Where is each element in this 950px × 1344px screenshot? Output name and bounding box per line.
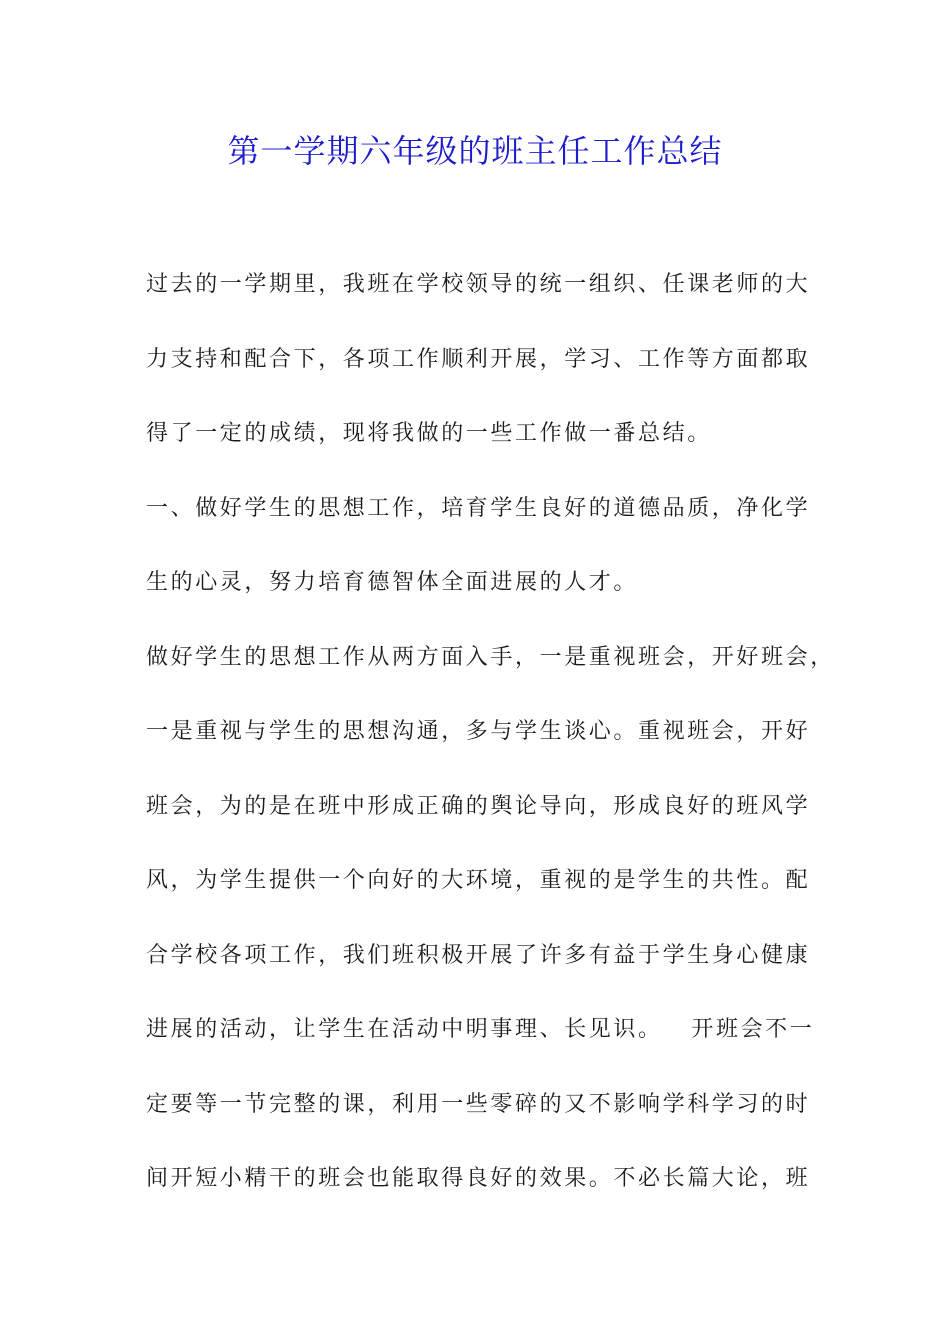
- body-line: 风，为学生提供一个向好的大环境，重视的是学生的共性。配: [146, 868, 811, 893]
- body-line: 进展的活动，让学生在活动中明事理、长见识。 开班会不一: [146, 1017, 815, 1042]
- document-body: [146, 262, 835, 1231]
- body-line: 过去的一学期里，我班在学校领导的统一组织、任课老师的大: [146, 272, 811, 297]
- body-line: 班会，为的是在班中形成正确的舆论导向，形成良好的班风学: [146, 793, 811, 819]
- body-line: 得了一定的成绩，现将我做的一些工作做一番总结。: [146, 421, 712, 446]
- body-line: 定要等一节完整的课，利用一些零碎的又不影响学科学习的时: [146, 1091, 811, 1117]
- body-line: 做好学生的思想工作从两方面入手，一是重视班会，开好班会，: [146, 644, 835, 670]
- document-title: 第一学期六年级的班主任工作总结: [227, 132, 723, 170]
- body-line: 一、做好学生的思想工作，培育学生良好的道德品质，净化学: [146, 495, 811, 521]
- body-line: 生的心灵，努力培育德智体全面进展的人才。: [146, 570, 639, 595]
- body-line: 合学校各项工作，我们班积极开展了许多有益于学生身心健康: [146, 942, 811, 968]
- body-line: 一是重视与学生的思想沟通，多与学生谈心。重视班会，开好: [146, 719, 811, 744]
- body-line: 力支持和配合下，各项工作顺利开展，学习、工作等方面都取: [146, 346, 811, 372]
- body-line: 间开短小精干的班会也能取得良好的效果。不必长篇大论，班: [146, 1166, 811, 1191]
